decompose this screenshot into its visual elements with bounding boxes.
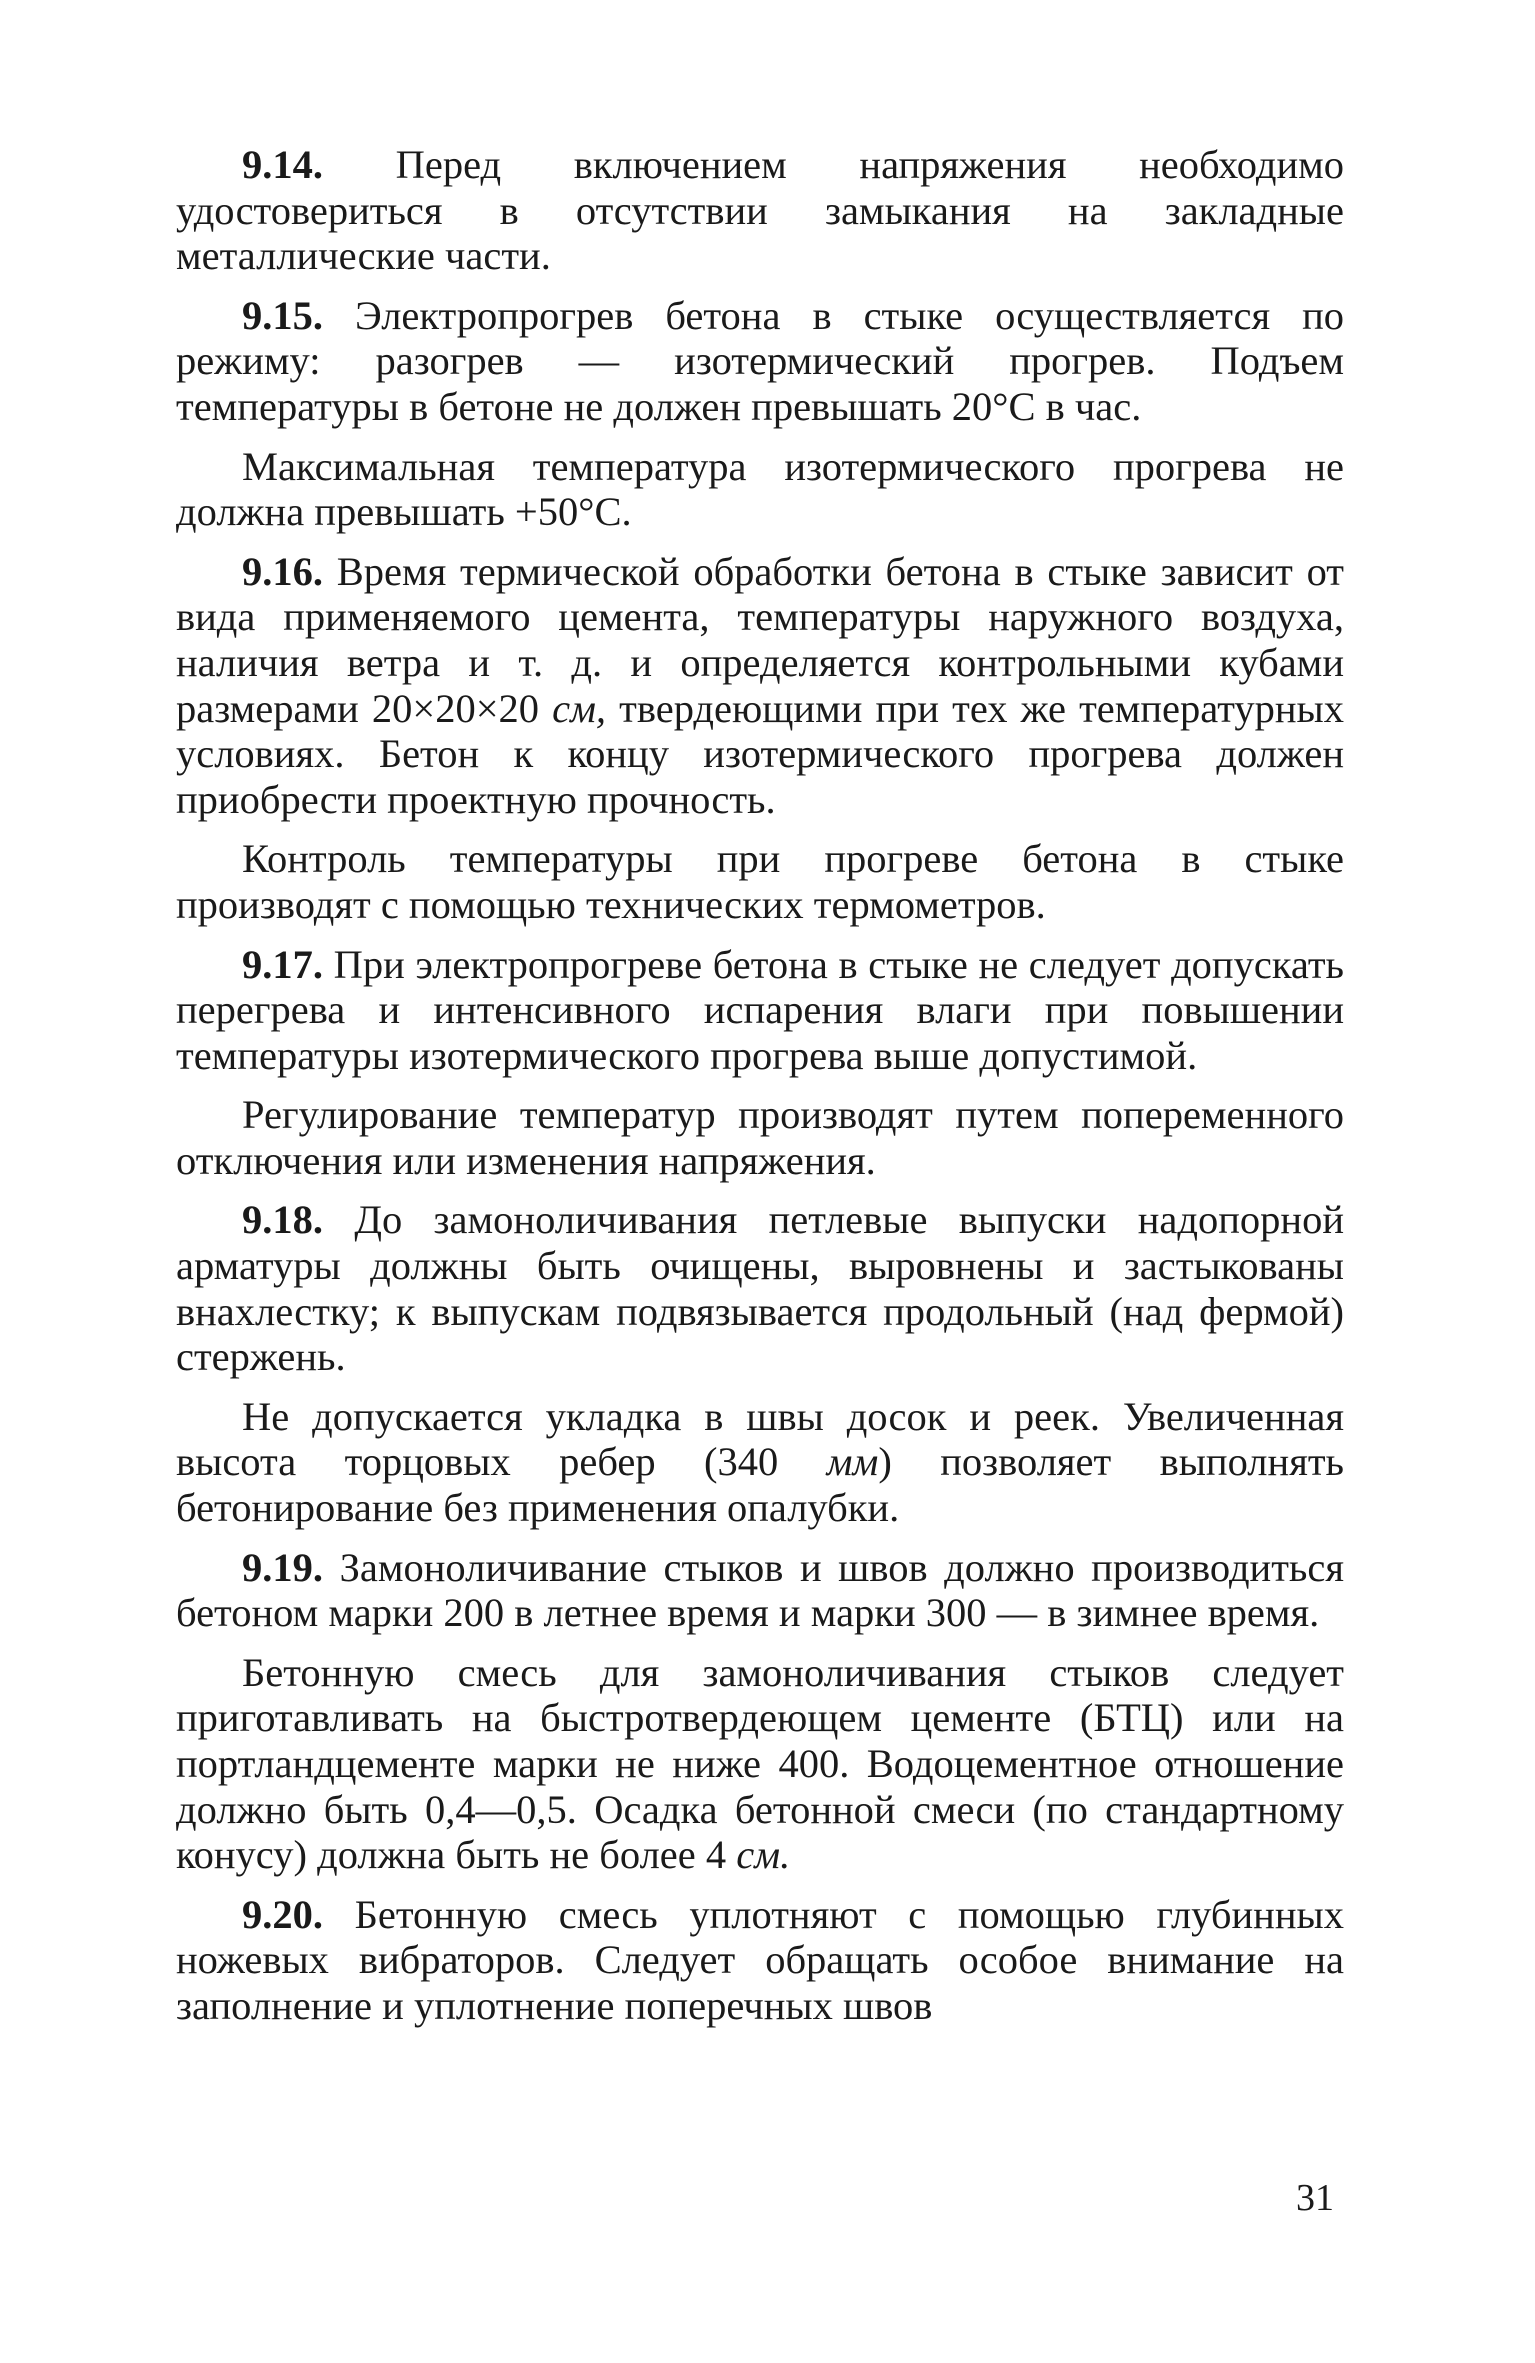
clause-number: 9.15. bbox=[242, 292, 323, 338]
paragraph-text: Не допускается укладка в швы досок и реек. Увеличенная высота торцовых ребер (340 bbox=[176, 1393, 1344, 1485]
paragraph-text: твердеющими при тех же температурных условиях. Бетон к концу изотермического прогрева должен приобрести проектную прочность. bbox=[176, 685, 1345, 822]
clause-number: 9.16. bbox=[242, 548, 323, 594]
paragraph-9-20 bbox=[176, 1892, 1344, 2029]
clause-number: 9.19. bbox=[242, 1544, 323, 1590]
paragraph-9-14 bbox=[176, 142, 1344, 279]
clause-number: 9.18. bbox=[242, 1197, 323, 1243]
paragraph-text: Регулирование температур производят путем попеременного отключения или изменения напряжения. bbox=[176, 1092, 1344, 1183]
unit-text: см, bbox=[552, 685, 607, 731]
paragraph-no-boards bbox=[176, 1394, 1344, 1531]
paragraph-concrete-mix bbox=[176, 1650, 1344, 1878]
paragraph-text: Перед включением напряжения необходимо удостовериться в отсутствии замыкания на закладные металлические части. bbox=[176, 142, 1344, 279]
paragraph-text: При электропрогреве бетона в стыке не следует допускать перегрева и интенсивного испарения влаги при повышении температуры изотермического прогрева выше допустимой. bbox=[176, 941, 1344, 1078]
paragraph-9-15 bbox=[176, 293, 1344, 430]
unit-text: см. bbox=[736, 1832, 791, 1878]
paragraph-9-19 bbox=[176, 1545, 1344, 1636]
paragraph-text: Бетонную смесь для замоноличивания стыков следует приготавливать на быстротвердеющем цементе (БТЦ) или на портландцементе марки не ниже 400. Водоцементное отношение должно быть 0,4—0,5. Осадка бетонной смеси (по стандартному конусу) должна быть не более 4 bbox=[176, 1649, 1344, 1878]
clause-number: 9.14. bbox=[242, 142, 323, 187]
paragraph-text: ) позволяет выполнять бетонирование без применения опалубки. bbox=[176, 1439, 1344, 1531]
paragraph-temperature-control bbox=[176, 836, 1344, 927]
unit-text: мм bbox=[826, 1439, 879, 1485]
paragraph-9-17 bbox=[176, 942, 1344, 1079]
paragraph-text: Электропрогрев бетона в стыке осуществляется по режиму: разогрев — изотермический прогрев. Подъем температуры в бетоне не должен превышать 20°С в час. bbox=[176, 292, 1344, 429]
paragraph-temperature-regulation bbox=[176, 1092, 1344, 1183]
paragraph-9-16 bbox=[176, 549, 1344, 823]
paragraph-text: До замоноличивания петлевые выпуски надопорной арматуры должны быть очищены, выровнены и застыкованы внахлестку; к выпускам подвязывается продольный (над фермой) стержень. bbox=[176, 1197, 1344, 1380]
body-text bbox=[176, 142, 1344, 2043]
paragraph-text: Бетонную смесь уплотняют с помощью глубинных ножевых вибраторов. Следует обращать особое внимание на заполнение и уплотнение поперечных швов bbox=[176, 1891, 1344, 2028]
clause-number: 9.20. bbox=[242, 1891, 323, 1937]
paragraph-text: Время термической обработки бетона в стыке зависит от вида применяемого цемента, температуры наружного воздуха, наличия ветра и т. д. и определяется контрольными кубами размерами 20×20×20 bbox=[176, 548, 1344, 731]
paragraph-9-18 bbox=[176, 1197, 1344, 1379]
paragraph-text: Контроль температуры при прогреве бетона в стыке производят с помощью технических термометров. bbox=[176, 836, 1344, 927]
page-number: 31 bbox=[1296, 2177, 1334, 2219]
paragraph-text: Замоноличивание стыков и швов должно производиться бетоном марки 200 в летнее время и марки 300 — в зимнее время. bbox=[176, 1544, 1344, 1636]
clause-number: 9.17. bbox=[242, 941, 323, 987]
paragraph-text: Максимальная температура изотермического прогрева не должна превышать +50°С. bbox=[176, 443, 1344, 535]
paragraph-max-temperature bbox=[176, 444, 1344, 535]
